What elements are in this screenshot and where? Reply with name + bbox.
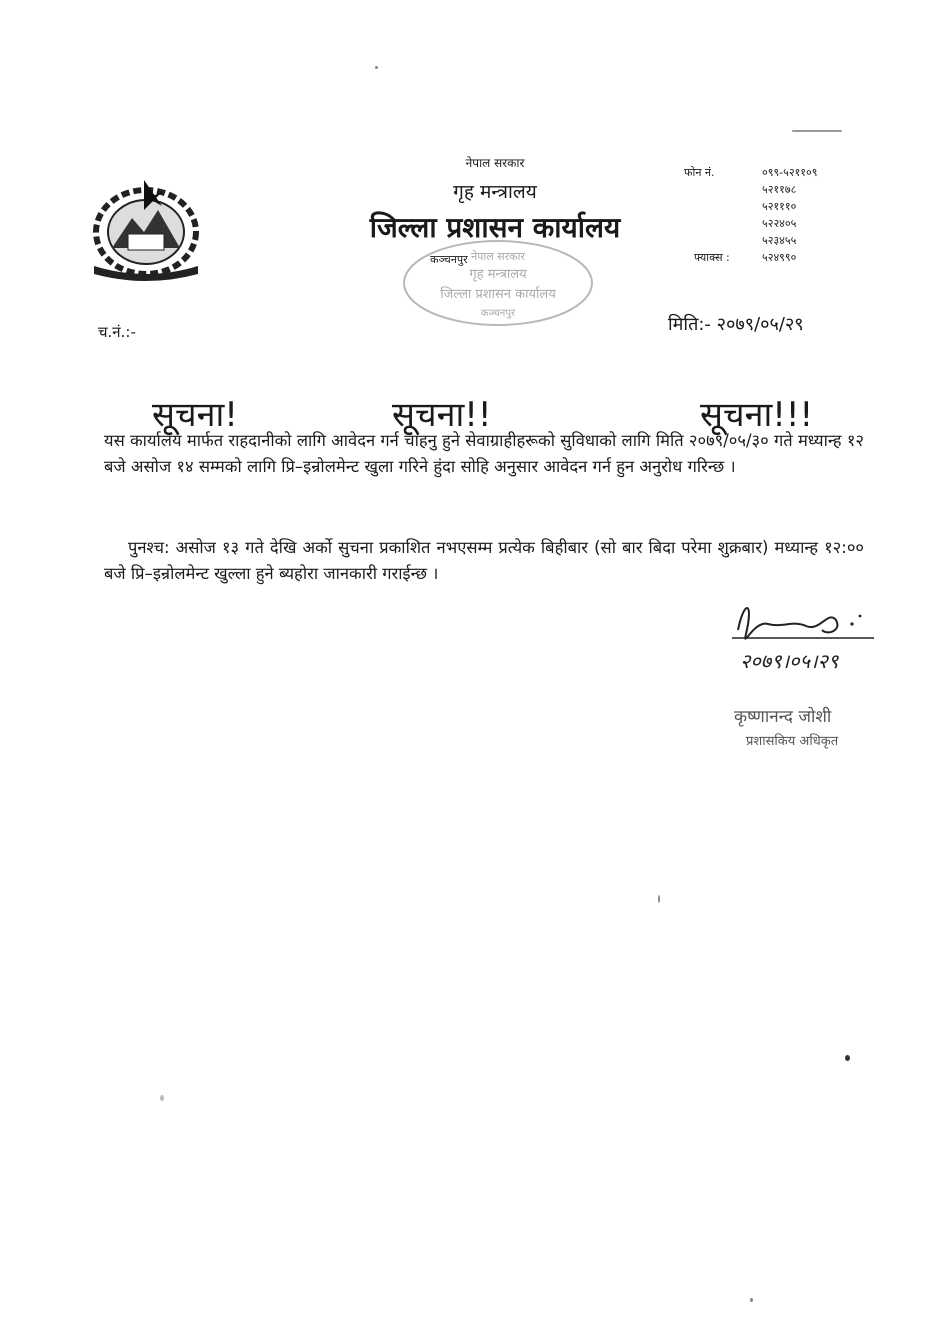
stamp-line-3: जिल्ला प्रशासन कार्यालय xyxy=(440,287,556,302)
body-paragraph-1: यस कार्यालय मार्फत राहदानीको लागि आवेदन गर्न चाहनु हुने सेवाग्राहीहरूको सुविधाको लागि मिति २०७९/०५/३० गते मध्यान्ह १२ बजे असोज १४ सम्मको लागि प्रि–इन्रोलमेन्ट खुला गरिने हुंदा सोहि अनुसार आवेदन गर्न हुन अनुरोध गरिन्छ । xyxy=(104,431,864,476)
scan-speck xyxy=(375,66,378,69)
fax-number: ५२४९९० xyxy=(762,251,797,264)
fax-row xyxy=(684,249,874,266)
phone-row-5 xyxy=(684,232,874,249)
officer-title: प्रशासकिय अधिकृत xyxy=(746,734,839,749)
phone-row-1 xyxy=(684,164,874,181)
phone-number: ५२११७८ xyxy=(762,183,797,196)
scan-speck xyxy=(160,1095,164,1101)
date-value: २०७९/०५/२९ xyxy=(716,314,804,335)
notice-heading-2: सूचना!! xyxy=(392,395,492,435)
scan-speck xyxy=(792,130,842,132)
phone-number: ०९९-५२११०९ xyxy=(762,166,818,179)
stamp-line-4: कञ्चनपुर xyxy=(480,308,516,319)
signature-date: २०७९।०५।२९ xyxy=(740,649,839,673)
ministry-name: गृह मन्त्रालय xyxy=(453,181,537,203)
notice-heading-1: सूचना! xyxy=(152,395,238,435)
phone-number: ५२१११० xyxy=(762,200,797,213)
office-place: कञ्चनपुर xyxy=(430,253,468,266)
fax-label: फ्याक्स : xyxy=(694,251,730,264)
notice-heading-3: सूचना!!! xyxy=(700,395,814,435)
phone-number: ५२२४०५ xyxy=(762,217,797,230)
signature-image xyxy=(724,590,894,682)
nepal-emblem-icon xyxy=(84,170,208,282)
phone-row-3 xyxy=(684,198,874,215)
contact-block xyxy=(684,164,874,266)
phone-row-2 xyxy=(684,181,874,198)
scan-speck xyxy=(658,895,660,903)
scan-speck xyxy=(845,1055,850,1061)
scan-speck xyxy=(750,1298,753,1302)
office-name: जिल्ला प्रशासन कार्यालय xyxy=(369,211,621,244)
stamp-line-2: गृह मन्त्रालय xyxy=(469,267,527,282)
stamp-line-1: नेपाल सरकार xyxy=(471,250,525,263)
phone-row-4 xyxy=(684,215,874,232)
phone-label: फोन नं. xyxy=(684,166,715,179)
body-paragraph-2: पुनश्च: असोज १३ गते देखि अर्को सुचना प्रकाशित नभएसम्म प्रत्येक बिहीबार (सो बार बिदा परेमा शुक्रबार) मध्यान्ह १२:०० बजे प्रि–इन्रोलमेन्ट खुल्ला हुने ब्यहोरा जानकारी गराईन्छ । xyxy=(104,538,864,583)
date-line xyxy=(668,312,804,336)
government-name: नेपाल सरकार xyxy=(465,156,525,170)
officer-name: कृष्णानन्द जोशी xyxy=(734,707,832,727)
letter-number-label: च.नं.:- xyxy=(98,323,136,341)
office-stamp xyxy=(400,238,596,328)
phone-number: ५२३४५५ xyxy=(762,234,797,247)
date-label: मिति:- xyxy=(668,314,711,335)
